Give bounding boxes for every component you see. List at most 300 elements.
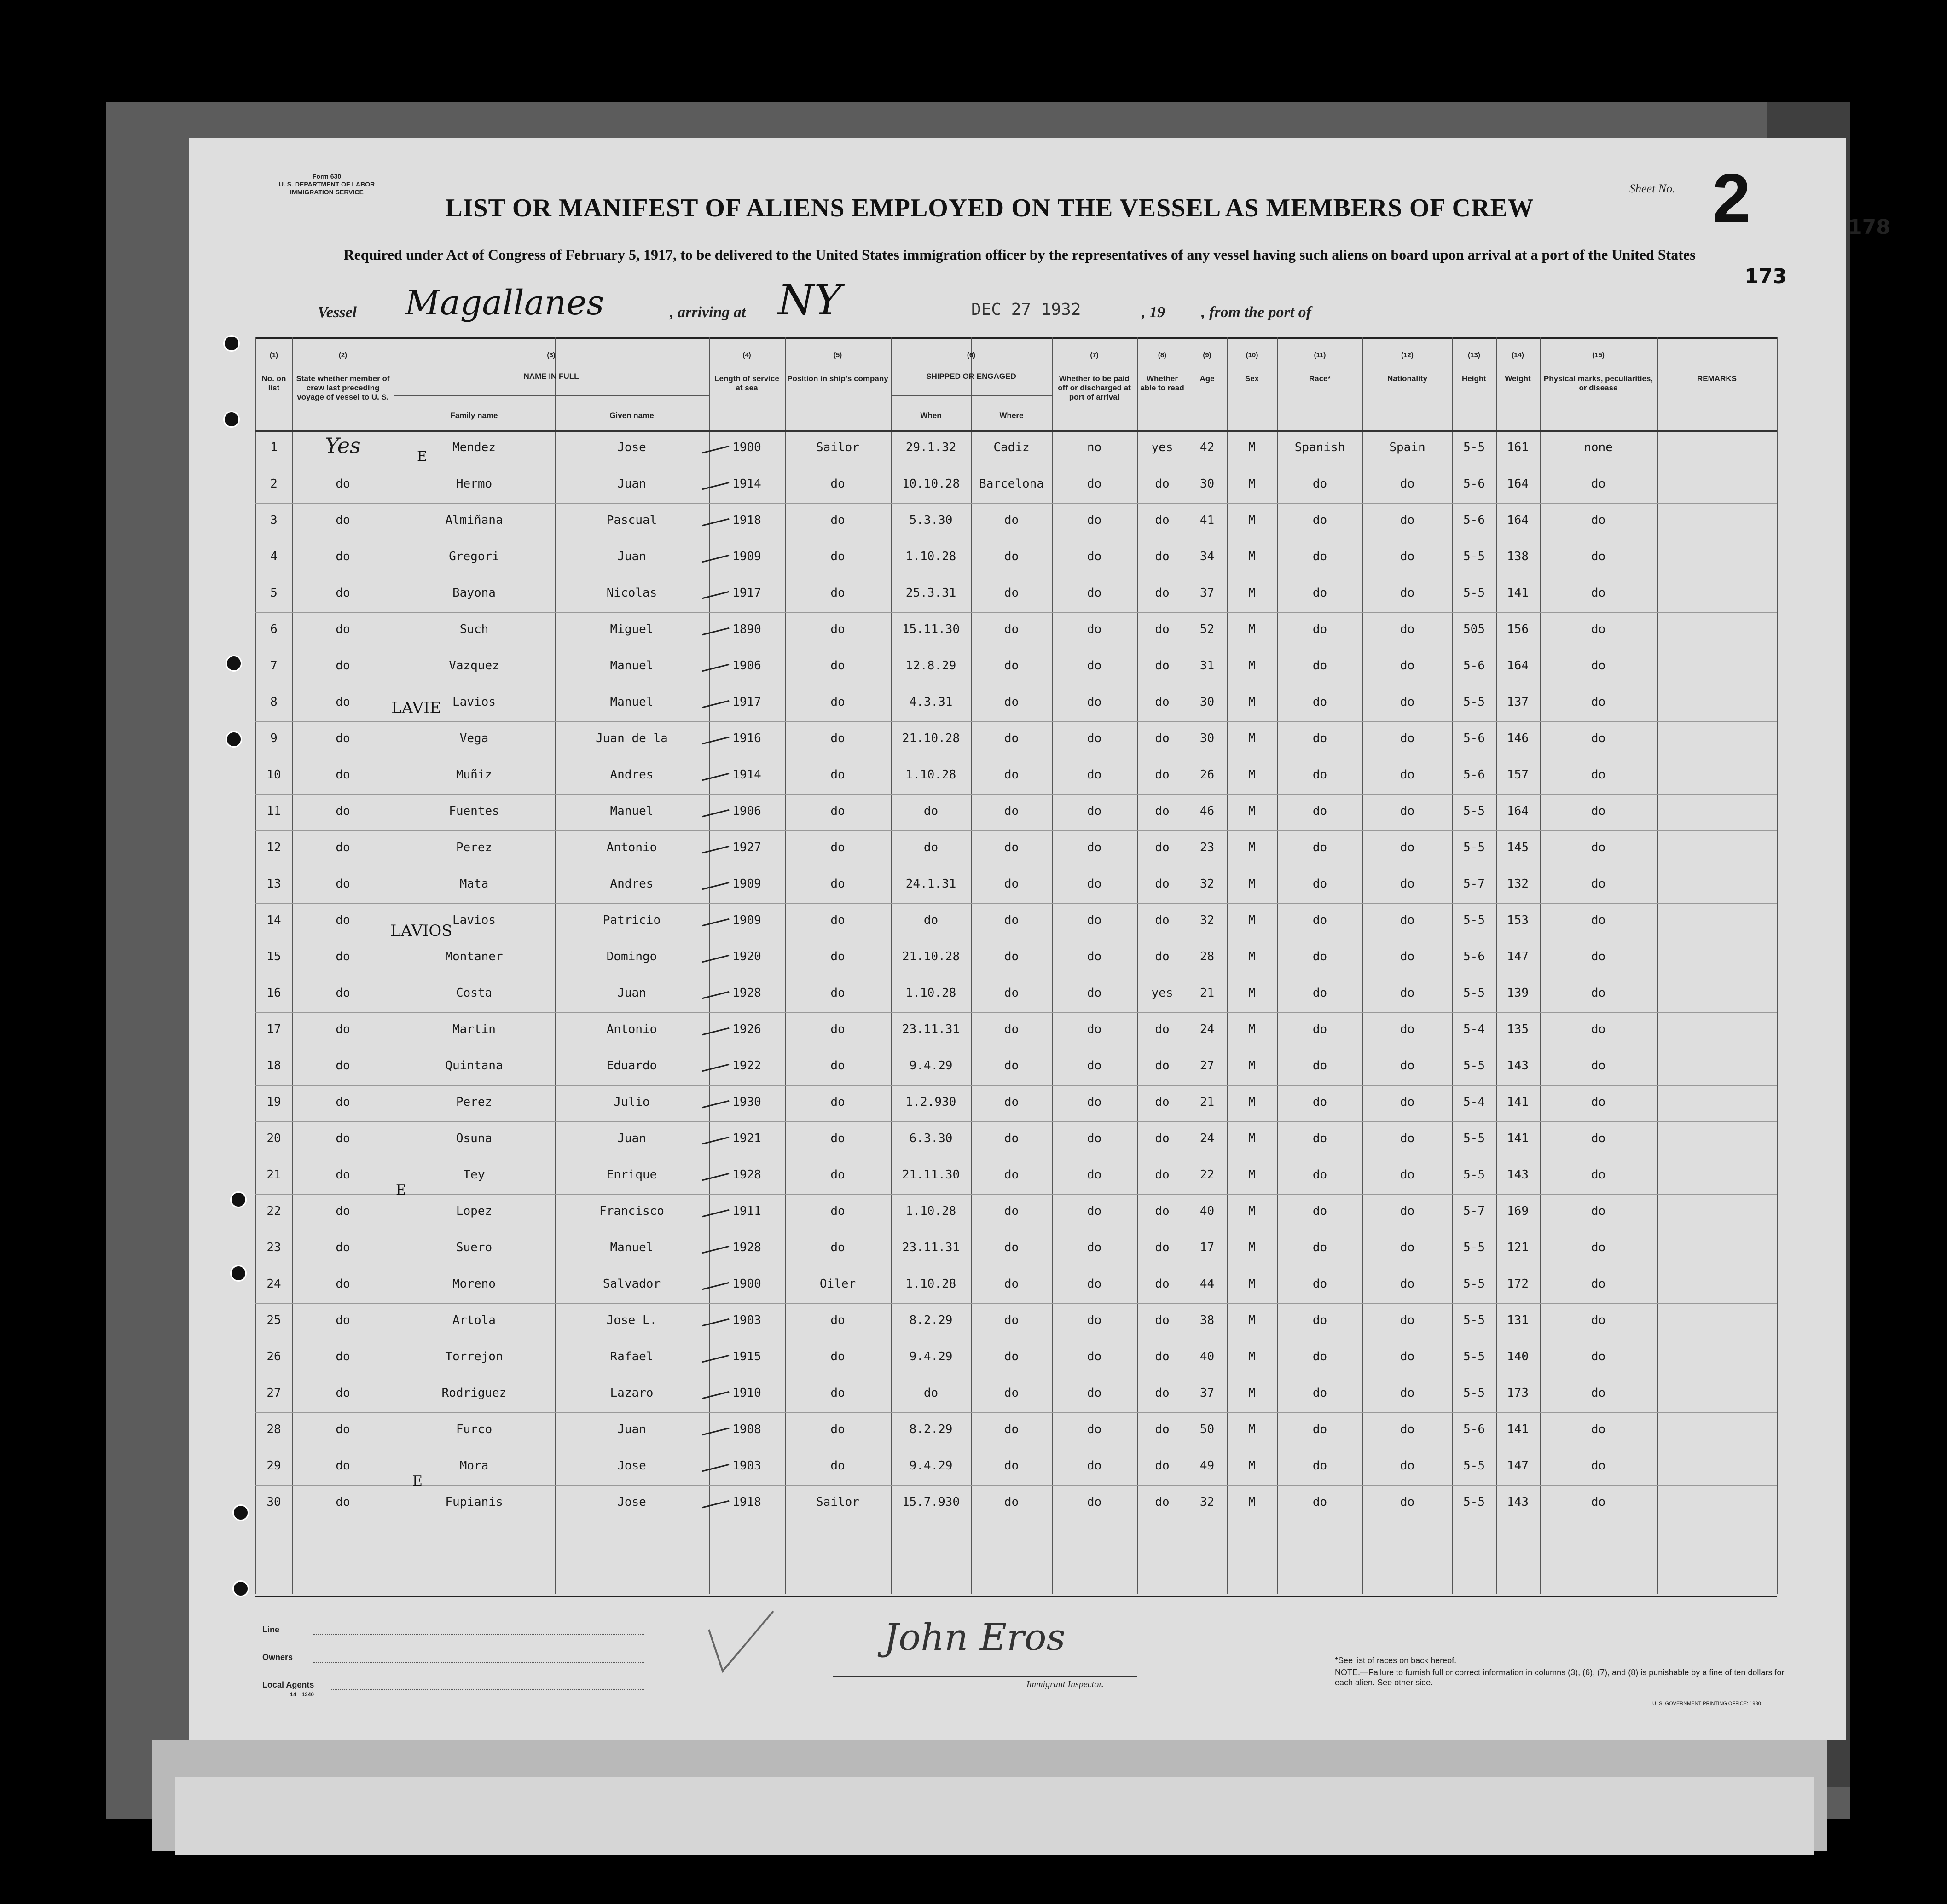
table-cell: Jose [617,1459,646,1473]
table-cell: do [1004,1241,1019,1254]
table-cell: Julio [614,1095,650,1109]
table-cell: 5-5 [1463,1495,1485,1509]
table-cell: 8 [270,695,278,709]
table-cell: 137 [1507,695,1529,709]
table-cell: 147 [1507,1459,1529,1473]
table-cell: 1922 [732,1059,761,1073]
table-cell: M [1248,1422,1256,1436]
table-cell: do [1591,1313,1606,1327]
correction-e-mark: E [412,1473,423,1489]
table-cell: 10.10.28 [902,477,960,491]
table-cell: do [1004,1022,1019,1036]
table-cell: 16 [267,986,281,1000]
table-cell: M [1248,1132,1256,1145]
punch-hole [226,731,242,748]
row-divider [255,612,1777,613]
table-cell: do [336,950,350,964]
table-cell: 10 [267,768,281,782]
table-cell: 5-5 [1463,1350,1485,1364]
table-cell: Perez [456,841,493,854]
table-cell: 6 [270,622,278,636]
table-cell: 24 [267,1277,281,1291]
table-cell: do [830,913,845,927]
arriving-label: , arriving at [670,304,746,321]
table-cell: 1928 [732,986,761,1000]
table-cell: M [1248,1059,1256,1073]
signature-line [833,1676,1137,1677]
table-cell: M [1248,804,1256,818]
table-cell: do [1591,477,1606,491]
table-cell: do [1312,804,1327,818]
table-cell: 5-5 [1463,695,1485,709]
table-cell: 1909 [732,550,761,563]
table-cell: Spanish [1294,441,1345,454]
sheet-number: 2 [1712,159,1751,237]
table-cell: 11 [267,804,281,818]
table-cell: do [1400,586,1415,600]
table-cell: 2 [270,477,278,491]
table-cell: Rafael [610,1350,654,1364]
table-cell: Furco [456,1422,493,1436]
table-cell: do [1155,586,1170,600]
table-cell: do [1155,1422,1170,1436]
table-cell: do [1087,1459,1102,1473]
column-header: Age [1199,374,1215,383]
table-cell: 143 [1507,1495,1529,1509]
table-cell: do [1400,1168,1415,1182]
table-cell: M [1248,477,1256,491]
table-cell: do [1155,731,1170,745]
table-cell: M [1248,913,1256,927]
table-cell: 1910 [732,1386,761,1400]
column-number: (13) [1468,351,1480,359]
table-cell: Lazaro [610,1386,654,1400]
column-number: (12) [1401,351,1414,359]
table-cell: do [1004,1422,1019,1436]
table-cell: do [1004,731,1019,745]
table-cell: M [1248,659,1256,673]
column-number: (5) [833,351,842,359]
column-number: (2) [338,351,348,359]
table-cell: M [1248,586,1256,600]
table-cell: 32 [1199,1495,1215,1509]
table-cell: 44 [1199,1277,1215,1291]
table-cell: do [1591,1059,1606,1073]
table-cell: do [1004,659,1019,673]
table-cell: do [1155,841,1170,854]
table-cell: do [1155,622,1170,636]
table-cell: M [1248,622,1256,636]
table-cell: do [1087,731,1102,745]
table-cell: 1.10.28 [905,768,956,782]
check-mark [690,1602,782,1676]
punch-hole [230,1191,247,1208]
column-header: State whether member of crew last preceding voyage of vessel to U. S. [296,374,390,401]
agents-underline [331,1689,644,1690]
table-cell: 30 [267,1495,281,1509]
table-cell: 29.1.32 [905,441,956,454]
table-cell: 21 [267,1168,281,1182]
table-cell: do [1400,477,1415,491]
table-cell: 40 [1199,1350,1215,1364]
column-header: No. on list [261,374,286,392]
table-cell: do [1400,1422,1415,1436]
table-cell: 8.2.29 [909,1422,953,1436]
table-cell: 21.10.28 [902,731,960,745]
table-cell: do [1591,1277,1606,1291]
table-cell: do [1400,695,1415,709]
column-number: (11) [1314,351,1326,359]
table-cell: 21.10.28 [902,950,960,964]
table-cell: 5-6 [1463,768,1485,782]
table-cell: do [1087,1059,1102,1073]
column-number: (8) [1158,351,1167,359]
table-cell: 143 [1507,1168,1529,1182]
table-cell: Lavios [452,695,496,709]
table-cell: do [1591,695,1606,709]
table-cell: 1926 [732,1022,761,1036]
table-cell: Lopez [456,1204,493,1218]
table-cell: do [830,1059,845,1073]
table-cell: do [1591,586,1606,600]
table-cell: do [1591,913,1606,927]
header-divider [255,430,1777,432]
table-cell: 5-4 [1463,1022,1485,1036]
table-cell: Muñiz [456,768,493,782]
column-number: (3) [547,351,556,359]
table-cell: Manuel [610,804,654,818]
table-cell: do [1591,804,1606,818]
table-cell: Juan [617,550,646,563]
table-cell: do [1155,1313,1170,1327]
punch-hole [226,655,242,672]
table-cell: do [830,1095,845,1109]
table-cell: Andres [610,768,654,782]
column-header: Whether to be paid off or discharged at port of arrival [1058,374,1131,401]
table-cell: 32 [1199,913,1215,927]
table-cell: do [1312,913,1327,927]
column-header: Weight [1505,374,1531,383]
row-divider [255,903,1777,904]
table-cell: M [1248,1313,1256,1327]
column-number: (6) [967,351,976,359]
arriving-port: NY [778,276,842,325]
table-cell: M [1248,1459,1256,1473]
column-number: (4) [742,351,751,359]
table-cell: Tey [463,1168,485,1182]
table-cell: do [336,913,350,927]
table-cell: do [1087,877,1102,891]
table-cell: 1918 [732,1495,761,1509]
table-cell: M [1248,695,1256,709]
printing-office: U. S. GOVERNMENT PRINTING OFFICE: 1930 [1652,1701,1761,1707]
table-cell: do [1155,1059,1170,1073]
table-cell: do [1004,1495,1019,1509]
table-cell: do [1004,1095,1019,1109]
correction-lavios: LAVIOS [390,922,452,940]
table-cell: 5-5 [1463,986,1485,1000]
table-cell: do [1087,1422,1102,1436]
table-cell: do [1155,1022,1170,1036]
table-cell: do [336,804,350,818]
table-cell: Mendez [452,441,496,454]
table-cell: do [1312,659,1327,673]
table-cell: Fupianis [445,1495,503,1509]
table-cell: do [1400,1204,1415,1218]
table-cell: do [1087,768,1102,782]
inspector-label: Immigrant Inspector. [1026,1679,1104,1689]
table-cell: 1906 [732,804,761,818]
column-subheader: Given name [609,411,654,420]
table-cell: do [830,659,845,673]
table-cell: 146 [1507,731,1529,745]
table-cell: 1930 [732,1095,761,1109]
table-cell: do [1312,986,1327,1000]
table-cell: do [1591,1241,1606,1254]
line-underline [313,1634,644,1635]
table-cell: do [1400,768,1415,782]
table-cell: 5-6 [1463,477,1485,491]
table-cell: do [1312,513,1327,527]
correction-lavie: LAVIE [391,699,441,717]
document-subtitle: Required under Act of Congress of February 5, 1917, to be delivered to the United States immigration officer by the representatives of any vessel having such aliens on board upon arrival at a port of the United States [343,246,1696,263]
table-cell: 27 [1199,1059,1215,1073]
table-cell: Miguel [610,622,654,636]
table-cell: do [1312,695,1327,709]
row-divider [255,1121,1777,1122]
table-cell: 153 [1507,913,1529,927]
year-label: , 19 [1142,304,1165,321]
table-cell: do [1087,550,1102,563]
table-cell: 5-7 [1463,877,1485,891]
row-divider [255,1303,1777,1304]
table-cell: do [1155,1495,1170,1509]
table-cell: do [1312,1204,1327,1218]
table-cell: do [1087,1095,1102,1109]
table-cell: 5-5 [1463,550,1485,563]
table-cell: do [1591,1022,1606,1036]
table-cell: 24 [1199,1132,1215,1145]
table-cell: 1928 [732,1168,761,1182]
table-cell: do [830,550,845,563]
table-cell: do [1004,1168,1019,1182]
table-cell: Spain [1389,441,1425,454]
column-subheader: Where [999,411,1024,420]
table-cell: do [830,877,845,891]
table-cell: 46 [1199,804,1215,818]
column-number: (1) [269,351,278,359]
from-port-label: , from the port of [1201,304,1311,321]
table-cell: 1917 [732,586,761,600]
table-cell: do [1155,1277,1170,1291]
table-cell: do [1591,877,1606,891]
table-cell: do [1312,1241,1327,1254]
table-cell: do [1400,804,1415,818]
table-cell: do [1004,1204,1019,1218]
row-divider [255,1085,1777,1086]
table-cell: 172 [1507,1277,1529,1291]
table-cell: do [1400,1277,1415,1291]
table-cell: Lavios [452,913,496,927]
table-cell: do [1004,1059,1019,1073]
table-cell: 141 [1507,1422,1529,1436]
table-cell: 25 [267,1313,281,1327]
form-number: Form 630 [312,173,342,180]
table-cell: do [336,477,350,491]
table-cell: do [830,586,845,600]
table-cell: do [1400,841,1415,854]
table-cell: Martin [452,1022,496,1036]
table-cell: 5-5 [1463,1313,1485,1327]
table-cell: 1921 [732,1132,761,1145]
table-cell: Mora [459,1459,489,1473]
table-cell: 49 [1199,1459,1215,1473]
table-cell: Sailor [816,1495,859,1509]
table-cell: 37 [1199,586,1215,600]
table-cell: M [1248,768,1256,782]
table-cell: 24 [1199,1022,1215,1036]
table-cell: 1915 [732,1350,761,1364]
column-header: Race* [1309,374,1331,383]
table-cell: do [336,1386,350,1400]
table-cell: 141 [1507,1095,1529,1109]
table-cell: do [830,1132,845,1145]
table-cell: do [336,731,350,745]
table-cell: Domingo [606,950,657,964]
agents-label: Local Agents [262,1680,314,1689]
table-cell: Juan [617,1132,646,1145]
table-cell: 5-5 [1463,1059,1485,1073]
table-cell: do [1312,1350,1327,1364]
table-cell: do [1004,1350,1019,1364]
table-cell: 32 [1199,877,1215,891]
table-cell: 23 [267,1241,281,1254]
table-cell: 5-5 [1463,841,1485,854]
table-cell: 5-6 [1463,659,1485,673]
line-label: Line [262,1625,280,1634]
agents-code: 14—1240 [290,1691,314,1698]
table-cell: do [1087,1022,1102,1036]
table-cell: Jose [617,441,646,454]
table-cell: do [1591,1495,1606,1509]
table-cell: 5 [270,586,278,600]
table-cell: do [1004,1459,1019,1473]
table-cell: do [1087,1241,1102,1254]
races-note: *See list of races on back hereof. [1335,1656,1457,1665]
table-cell: do [1004,1132,1019,1145]
table-cell: Juan [617,1422,646,1436]
table-cell: do [1087,659,1102,673]
table-cell: Antonio [606,1022,657,1036]
table-cell: M [1248,1277,1256,1291]
table-cell: do [1400,550,1415,563]
table-cell: do [1155,950,1170,964]
table-cell: do [1400,877,1415,891]
table-cell: Bayona [452,586,496,600]
table-cell: do [1087,986,1102,1000]
table-cell: 4.3.31 [909,695,953,709]
department-name: U. S. DEPARTMENT OF LABOR [278,180,375,188]
table-cell: do [1004,1386,1019,1400]
table-cell: do [1400,1313,1415,1327]
table-cell: do [1400,913,1415,927]
table-cell: do [1155,550,1170,563]
row-divider [255,1194,1777,1195]
table-cell: 28 [267,1422,281,1436]
table-cell: do [830,513,845,527]
table-cell: Enrique [606,1168,657,1182]
table-cell: 1920 [732,950,761,964]
table-cell: 42 [1199,441,1215,454]
table-cell: 5-4 [1463,1095,1485,1109]
table-cell: do [336,550,350,563]
table-cell: do [830,804,845,818]
table-cell: do [336,841,350,854]
table-cell: 15 [267,950,281,964]
table-cell: Suero [456,1241,493,1254]
table-cell: do [1312,550,1327,563]
table-cell: 5-6 [1463,513,1485,527]
table-cell: do [1591,1204,1606,1218]
table-cell: do [1004,804,1019,818]
underlying-pages-bottom [175,1777,1814,1855]
table-cell: 12.8.29 [905,659,956,673]
row-divider [255,721,1777,722]
table-cell: do [1591,550,1606,563]
table-cell: do [336,1204,350,1218]
table-cell: do [336,586,350,600]
table-cell: do [1312,1022,1327,1036]
table-cell: do [336,622,350,636]
table-cell: 5-5 [1463,586,1485,600]
table-cell: do [1591,1350,1606,1364]
table-cell: do [1004,986,1019,1000]
table-cell: 9 [270,731,278,745]
table-cell: do [1155,1386,1170,1400]
table-cell: Antonio [606,841,657,854]
table-cell: do [1400,1459,1415,1473]
table-cell: 12 [267,841,281,854]
table-cell: 5.3.30 [909,513,953,527]
column-subheader: When [920,411,942,420]
column-number: (7) [1090,351,1099,359]
table-cell: 138 [1507,550,1529,563]
table-cell: 1928 [732,1241,761,1254]
table-cell: 1906 [732,659,761,673]
table-cell: do [923,913,939,927]
table-cell: Pascual [606,513,657,527]
table-cell: 30 [1199,477,1215,491]
table-cell: do [1312,768,1327,782]
table-cell: Artola [452,1313,496,1327]
table-cell: 1917 [732,695,761,709]
table-cell: 169 [1507,1204,1529,1218]
column-number: (14) [1512,351,1524,359]
table-cell: 5-6 [1463,1422,1485,1436]
table-cell: 139 [1507,986,1529,1000]
table-cell: do [336,1132,350,1145]
table-cell: do [830,768,845,782]
table-cell: do [830,695,845,709]
table-cell: do [1312,477,1327,491]
table-cell: 34 [1199,550,1215,563]
table-cell: do [1400,1350,1415,1364]
punch-hole [232,1580,249,1597]
table-cell: do [1004,622,1019,636]
table-cell: do [1087,1350,1102,1364]
table-cell: do [1087,913,1102,927]
column-header: Length of service at sea [714,374,779,392]
